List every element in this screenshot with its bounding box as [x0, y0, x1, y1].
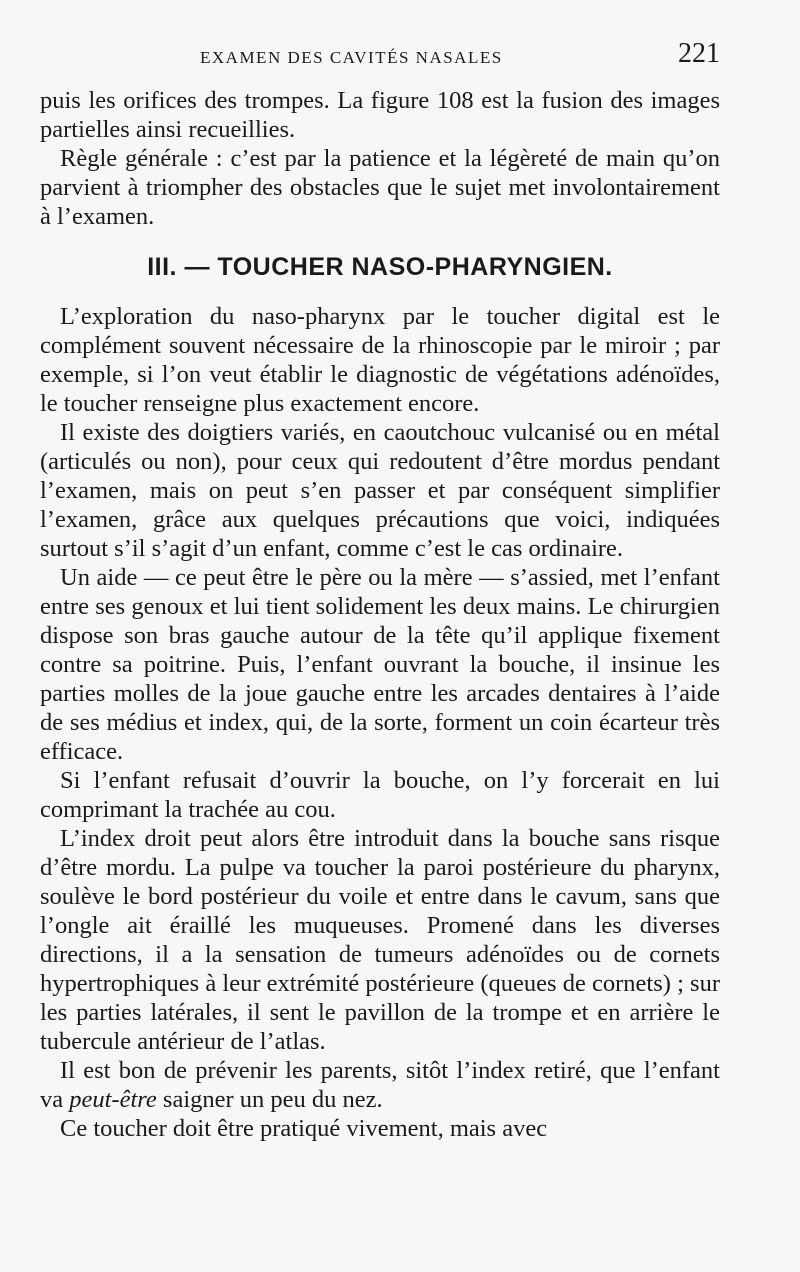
page-number: 221	[678, 38, 720, 69]
italic-emphasis: peut-être	[69, 1086, 157, 1113]
paragraph: L’exploration du naso-pharynx par le toucher digital est le complément souvent nécessaire de la rhinoscopie par le miroir ; par exemple, si l’on veut établir le diagnostic de végétations adénoïdes, le toucher renseigne plus exactement encore.	[40, 303, 720, 417]
paragraph: Règle générale : c’est par la patience et la légèreté de main qu’on parvient à triompher des obstacles que le sujet met involontairement à l’examen.	[40, 145, 720, 230]
paragraph: puis les orifices des trompes. La figure 108 est la fusion des images partielles ainsi recueillies.	[40, 87, 720, 143]
running-title: EXAMEN DES CAVITÉS NASALES	[200, 48, 503, 67]
paragraph: Si l’enfant refusait d’ouvrir la bouche, on l’y forcerait en lui comprimant la trachée au cou.	[40, 767, 720, 823]
section-heading: III. — TOUCHER NASO-PHARYNGIEN.	[147, 253, 613, 281]
paragraph: Ce toucher doit être pratiqué vivement, mais avec	[60, 1115, 548, 1142]
paragraph-text: Il est bon de prévenir les parents, sitôt l’index retiré, que l’enfant va	[40, 1057, 720, 1113]
paragraph: Il existe des doigtiers variés, en caoutchouc vulcanisé ou en métal (articulés ou non), pour ceux qui redoutent d’être mordus pendant l’examen, mais on peut s’en passer et par conséquent simplifier l’examen, grâce aux quelques précautions que voici, indiquées surtout s’il s’agit d’un enfant, comme c’est le cas ordinaire.	[40, 419, 720, 562]
book-page	[40, 0, 720, 1272]
paragraph-text: saigner un peu du nez.	[156, 1086, 383, 1113]
body-text	[40, 86, 720, 1143]
paragraph	[40, 1056, 720, 1114]
paragraph: L’index droit peut alors être introduit dans la bouche sans risque d’être mordu. La pulpe va toucher la paroi postérieure du pharynx, soulève le bord postérieur du voile et entre dans le cavum, sans que l’ongle ait éraillé les muqueuses. Promené dans les diverses directions, il a la sensation de tumeurs adénoïdes ou de cornets hypertrophiques à leur extrémité postérieure (queues de cornets) ; sur les parties latérales, il sent le pavillon de la trompe et en arrière le tubercule antérieur de l’atlas.	[40, 825, 720, 1055]
running-head	[40, 38, 720, 78]
paragraph: Un aide — ce peut être le père ou la mère — s’assied, met l’enfant entre ses genoux et lui tient solidement les deux mains. Le chirurgien dispose son bras gauche autour de la tête qu’il applique fixement contre sa poitrine. Puis, l’enfant ouvrant la bouche, il insinue les parties molles de la joue gauche entre les arcades dentaires à l’aide de ses médius et index, qui, de la sorte, forment un coin écarteur très efficace.	[40, 564, 720, 765]
